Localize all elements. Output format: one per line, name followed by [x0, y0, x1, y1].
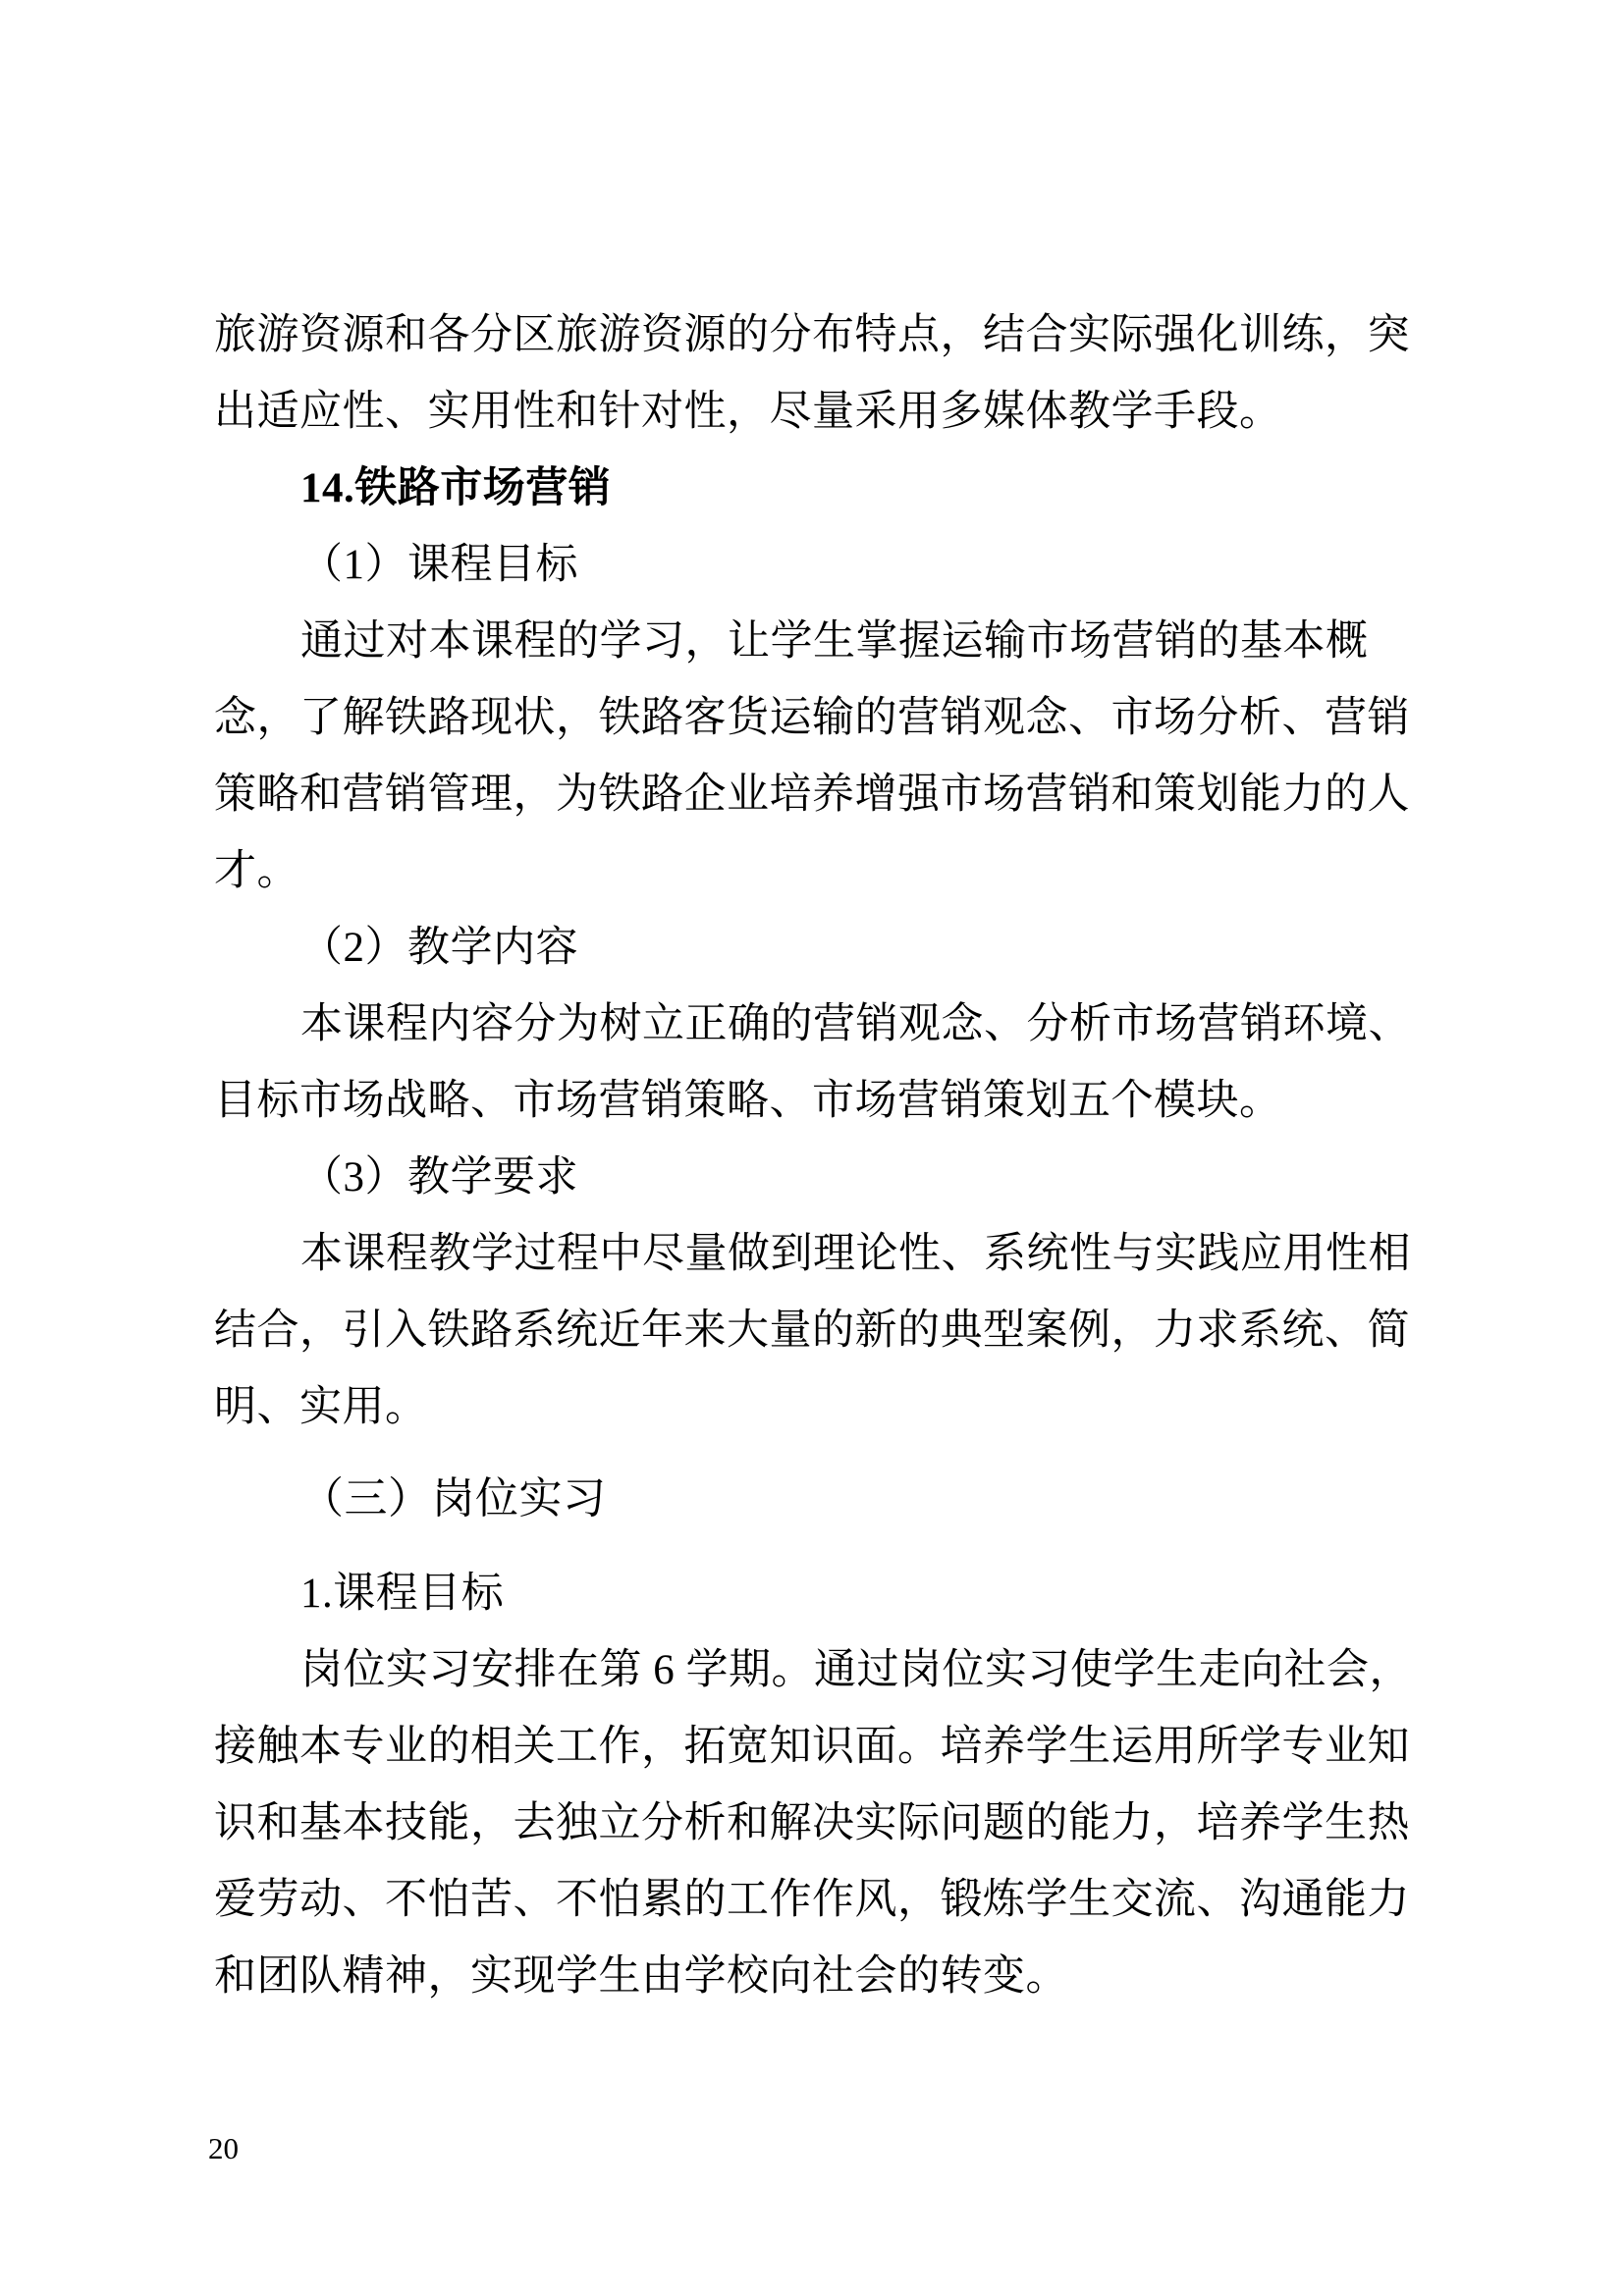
text-line: 接触本专业的相关工作，拓宽知识面。培养学生运用所学专业知: [214, 1724, 1410, 1770]
text-line: 识和基本技能，去独立分析和解决实际问题的能力，培养学生热: [214, 1800, 1410, 1846]
subheading-2-teaching-content: [214, 910, 1416, 987]
text-line: （1）课程目标: [300, 542, 578, 588]
heading-text: 14.铁路市场营销: [300, 465, 612, 511]
page-number: 20: [208, 2131, 239, 2165]
text-line: （3）教学要求: [300, 1154, 578, 1201]
text-line: 出适应性、实用性和针对性，尽量采用多媒体教学手段。: [214, 389, 1282, 435]
paragraph-continued: [214, 297, 1416, 451]
text-line: 念，了解铁路现状，铁路客货运输的营销观念、市场分析、营销: [214, 695, 1410, 741]
text-line: 明、实用。: [214, 1384, 428, 1430]
text-line: （2）教学内容: [300, 925, 578, 971]
section-heading-14: [214, 451, 1416, 527]
paragraph-course-goal: [214, 604, 1416, 910]
text-line: 策略和营销管理，为铁路企业培养增强市场营销和策划能力的人: [214, 772, 1410, 818]
text-line: 岗位实习安排在第 6 学期。通过岗位实习使学生走向社会，: [300, 1647, 1412, 1693]
text-line: 本课程教学过程中尽量做到理论性、系统性与实践应用性相: [300, 1231, 1411, 1277]
paragraph-teaching-content: [214, 987, 1416, 1140]
text-line: 本课程内容分为树立正确的营销观念、分析市场营销环境、: [300, 1001, 1411, 1047]
text-line: 爱劳动、不怕苦、不怕累的工作作风，锻炼学生交流、沟通能力: [214, 1877, 1410, 1923]
text-line: 和团队精神，实现学生由学校向社会的转变。: [214, 1953, 1068, 2000]
document-body: [214, 297, 1416, 2015]
text-line: 旅游资源和各分区旅游资源的分布特点，结合实际强化训练，突: [214, 312, 1410, 358]
text-line: 才。: [214, 848, 299, 894]
text-line: 目标市场战略、市场营销策略、市场营销策划五个模块。: [214, 1078, 1282, 1124]
subheading-3-teaching-requirements: [214, 1140, 1416, 1216]
paragraph-teaching-requirements: [214, 1216, 1416, 1446]
section-heading-internship: [214, 1461, 1416, 1537]
heading-text: （三）岗位实习: [300, 1474, 607, 1522]
paragraph-internship: [214, 1632, 1416, 2015]
text-line: 1.课程目标: [300, 1571, 505, 1617]
subheading-internship-course-goal: [214, 1556, 1416, 1632]
text-line: 结合，引入铁路系统近年来大量的新的典型案例，力求系统、简: [214, 1308, 1410, 1354]
text-line: 通过对本课程的学习，让学生掌握运输市场营销的基本概: [300, 618, 1369, 665]
subheading-1-course-goal: [214, 527, 1416, 604]
